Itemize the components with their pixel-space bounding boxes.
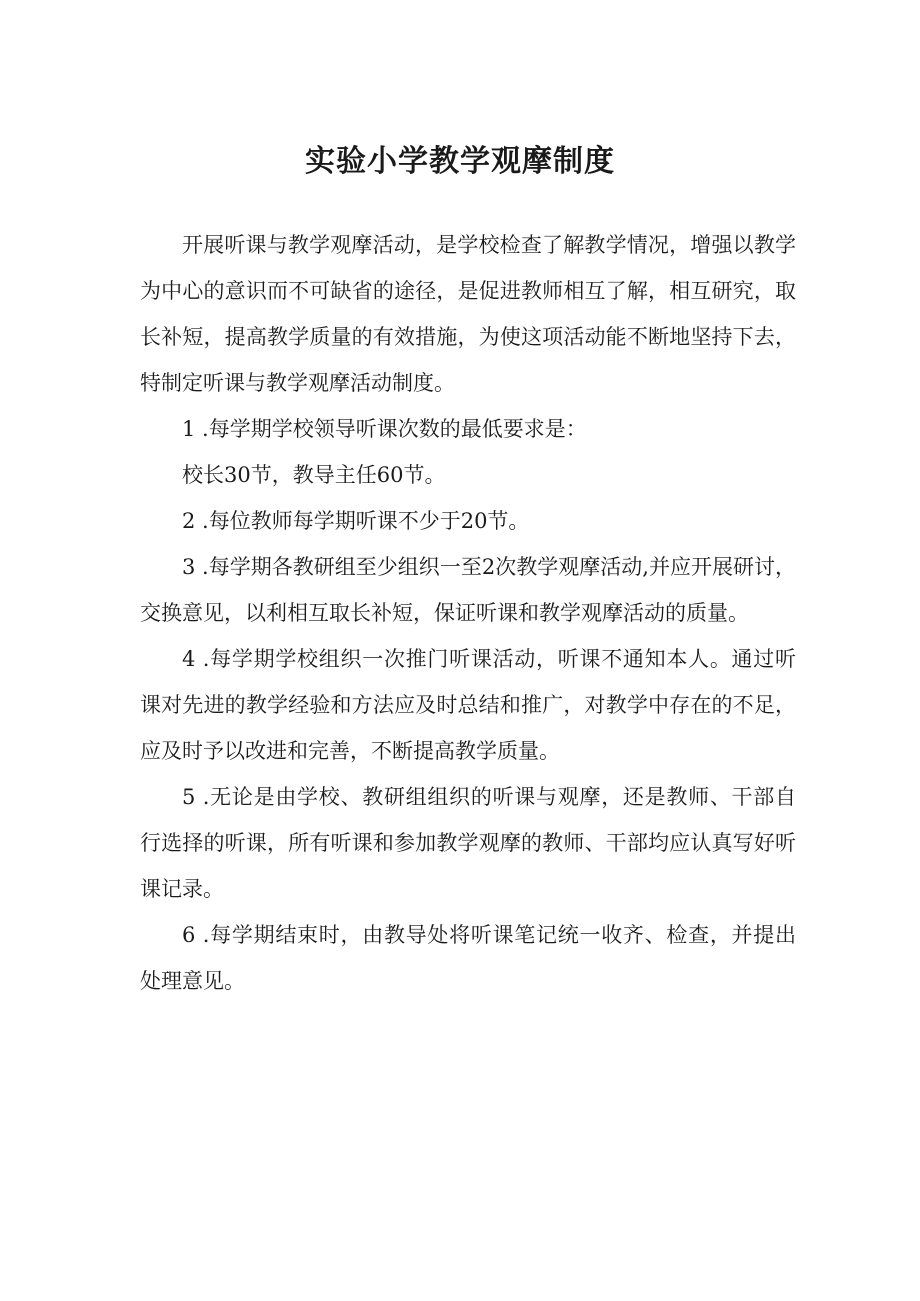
document-body [140, 222, 796, 1004]
paragraph-item-2: 2 .每位教师每学期听课不少于20节。 [182, 509, 530, 533]
paragraph-item-1-detail: 校长30节，教导主任60节。 [182, 463, 446, 487]
paragraph-item-5: 5 .无论是由学校、教研组组织的听课与观摩，还是教师、干部自行选择的听课，所有听课和参加教学观摩的教师、干部均应认真写好听课记录。 [140, 785, 796, 901]
document-title: 实验小学教学观摩制度 [305, 144, 615, 179]
paragraph-item-1: 1 .每学期学校领导听课次数的最低要求是： [182, 417, 587, 441]
paragraph-item-3: 3 .每学期各教研组至少组织一至2次教学观摩活动,并应开展研讨，交换意见，以利相互取长补短，保证听课和教学观摩活动的质量。 [140, 555, 796, 625]
paragraph-intro: 开展听课与教学观摩活动，是学校检查了解教学情况，增强以教学为中心的意识而不可缺省的途径，是促进教师相互了解，相互研究，取长补短，提高教学质量的有效措施，为使这项活动能不断地坚持下去，特制定听课与教学观摩活动制度。 [140, 233, 796, 395]
paragraph-item-6: 6 .每学期结束时，由教导处将听课笔记统一收齐、检查，并提出处理意见。 [140, 923, 796, 993]
paragraph-item-4: 4 .每学期学校组织一次推门听课活动，听课不通知本人。通过听课对先进的教学经验和方法应及时总结和推广，对教学中存在的不足，应及时予以改进和完善，不断提高教学质量。 [140, 647, 796, 763]
